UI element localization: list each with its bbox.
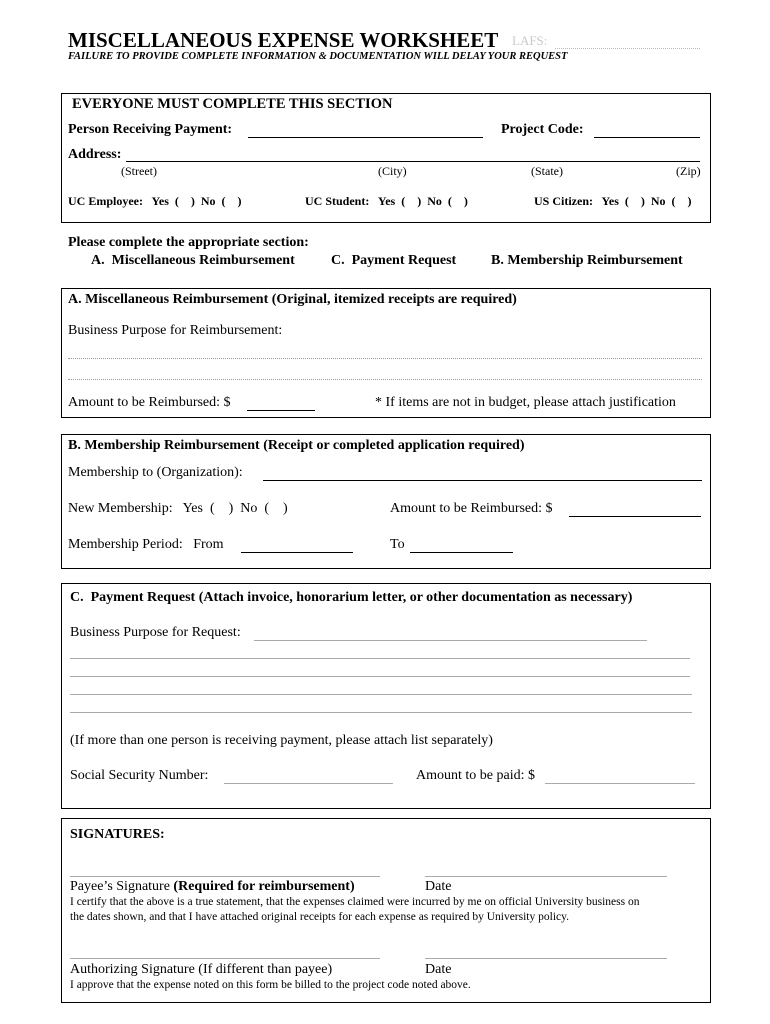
choose-heading: Please complete the appropriate section: [68,235,309,250]
section-a-amount-field[interactable] [247,410,315,411]
ssn-label: Social Security Number: [70,768,209,783]
request-purpose-field[interactable] [254,640,647,641]
ssn-field[interactable] [224,783,393,784]
period-to-field[interactable] [410,552,513,553]
reimbursement-purpose-line-1[interactable] [68,358,702,359]
request-purpose-line-2[interactable] [70,676,690,677]
approval-statement: I approve that the expense noted on this form be billed to the project code noted above. [70,979,471,991]
project-code-label: Project Code: [501,122,584,137]
street-label: (Street) [121,164,157,178]
new-membership-question[interactable]: New Membership: Yes ( ) No ( ) [68,501,288,516]
certify-statement-line-1: I certify that the above is a true statement, that the expenses claimed were incurred by me on official University business on [70,896,640,908]
authorizing-date-field[interactable] [425,958,667,959]
period-from-field[interactable] [241,552,353,553]
section-a-amount-label: Amount to be Reimbursed: $ [68,395,231,410]
option-a: A. Miscellaneous Reimbursement [91,253,295,268]
payee-required-note: (Required for reimbursement) [173,879,355,894]
request-purpose-line-1[interactable] [70,658,690,659]
uc-employee-question[interactable]: UC Employee: Yes ( ) No ( ) [68,194,242,208]
lafs-field[interactable] [555,48,700,49]
payee-signature-field[interactable] [70,876,380,877]
address-label: Address: [68,147,122,162]
signatures-heading: SIGNATURES: [70,827,165,842]
payee-date-label: Date [425,879,452,894]
section-b-amount-field[interactable] [569,516,701,517]
certify-statement-line-2: the dates shown, and that I have attached original receipts for each expense as required by University policy. [70,911,570,923]
lafs-label: LAFS: [512,33,548,48]
us-citizen-question[interactable]: US Citizen: Yes ( ) No ( ) [534,194,692,208]
budget-note: * If items are not in budget, please attach justification [375,395,676,410]
request-purpose-line-4[interactable] [70,712,692,713]
authorizing-date-label: Date [425,962,452,977]
multiple-payees-note: (If more than one person is receiving payment, please attach list separately) [70,733,493,748]
reimbursement-purpose-label: Business Purpose for Reimbursement: [68,323,283,338]
section-b-heading: B. Membership Reimbursement (Receipt or completed application required) [68,438,525,453]
city-label: (City) [378,164,407,178]
payee-date-field[interactable] [425,876,667,877]
uc-student-question[interactable]: UC Student: Yes ( ) No ( ) [305,194,468,208]
authorizing-signature-field[interactable] [70,958,380,959]
period-to-label: To [390,537,405,552]
option-c: C. Payment Request [331,253,457,268]
zip-label: (Zip) [676,164,701,178]
amount-to-be-paid-field[interactable] [545,783,695,784]
warning-text: FAILURE TO PROVIDE COMPLETE INFORMATION & DOCUMENTATION WILL DELAY YOUR REQUEST [68,51,568,62]
everyone-heading: EVERYONE MUST COMPLETE THIS SECTION [72,96,393,112]
project-code-field[interactable] [594,137,700,138]
reimbursement-purpose-line-2[interactable] [68,379,702,380]
address-field[interactable] [126,161,700,162]
payee-signature-label [70,879,355,895]
state-label: (State) [531,164,563,178]
person-receiving-field[interactable] [248,137,483,138]
option-b: B. Membership Reimbursement [491,253,683,268]
authorizing-signature-label: Authorizing Signature (If different than payee) [70,962,333,977]
organization-field[interactable] [263,480,702,481]
request-purpose-line-3[interactable] [70,694,692,695]
period-from-label: Membership Period: From [68,537,224,552]
request-purpose-label: Business Purpose for Request: [70,625,241,640]
section-c-heading: C. Payment Request (Attach invoice, honorarium letter, or other documentation as necessary) [70,590,633,605]
person-receiving-label: Person Receiving Payment: [68,122,233,137]
amount-to-be-paid-label: Amount to be paid: $ [416,768,535,783]
form-title: MISCELLANEOUS EXPENSE WORKSHEET [68,28,499,52]
section-a-heading: A. Miscellaneous Reimbursement (Original, itemized receipts are required) [68,292,517,307]
section-b-amount-label: Amount to be Reimbursed: $ [390,501,553,516]
organization-label: Membership to (Organization): [68,465,243,480]
payee-signature-text: Payee’s Signature [70,879,170,894]
